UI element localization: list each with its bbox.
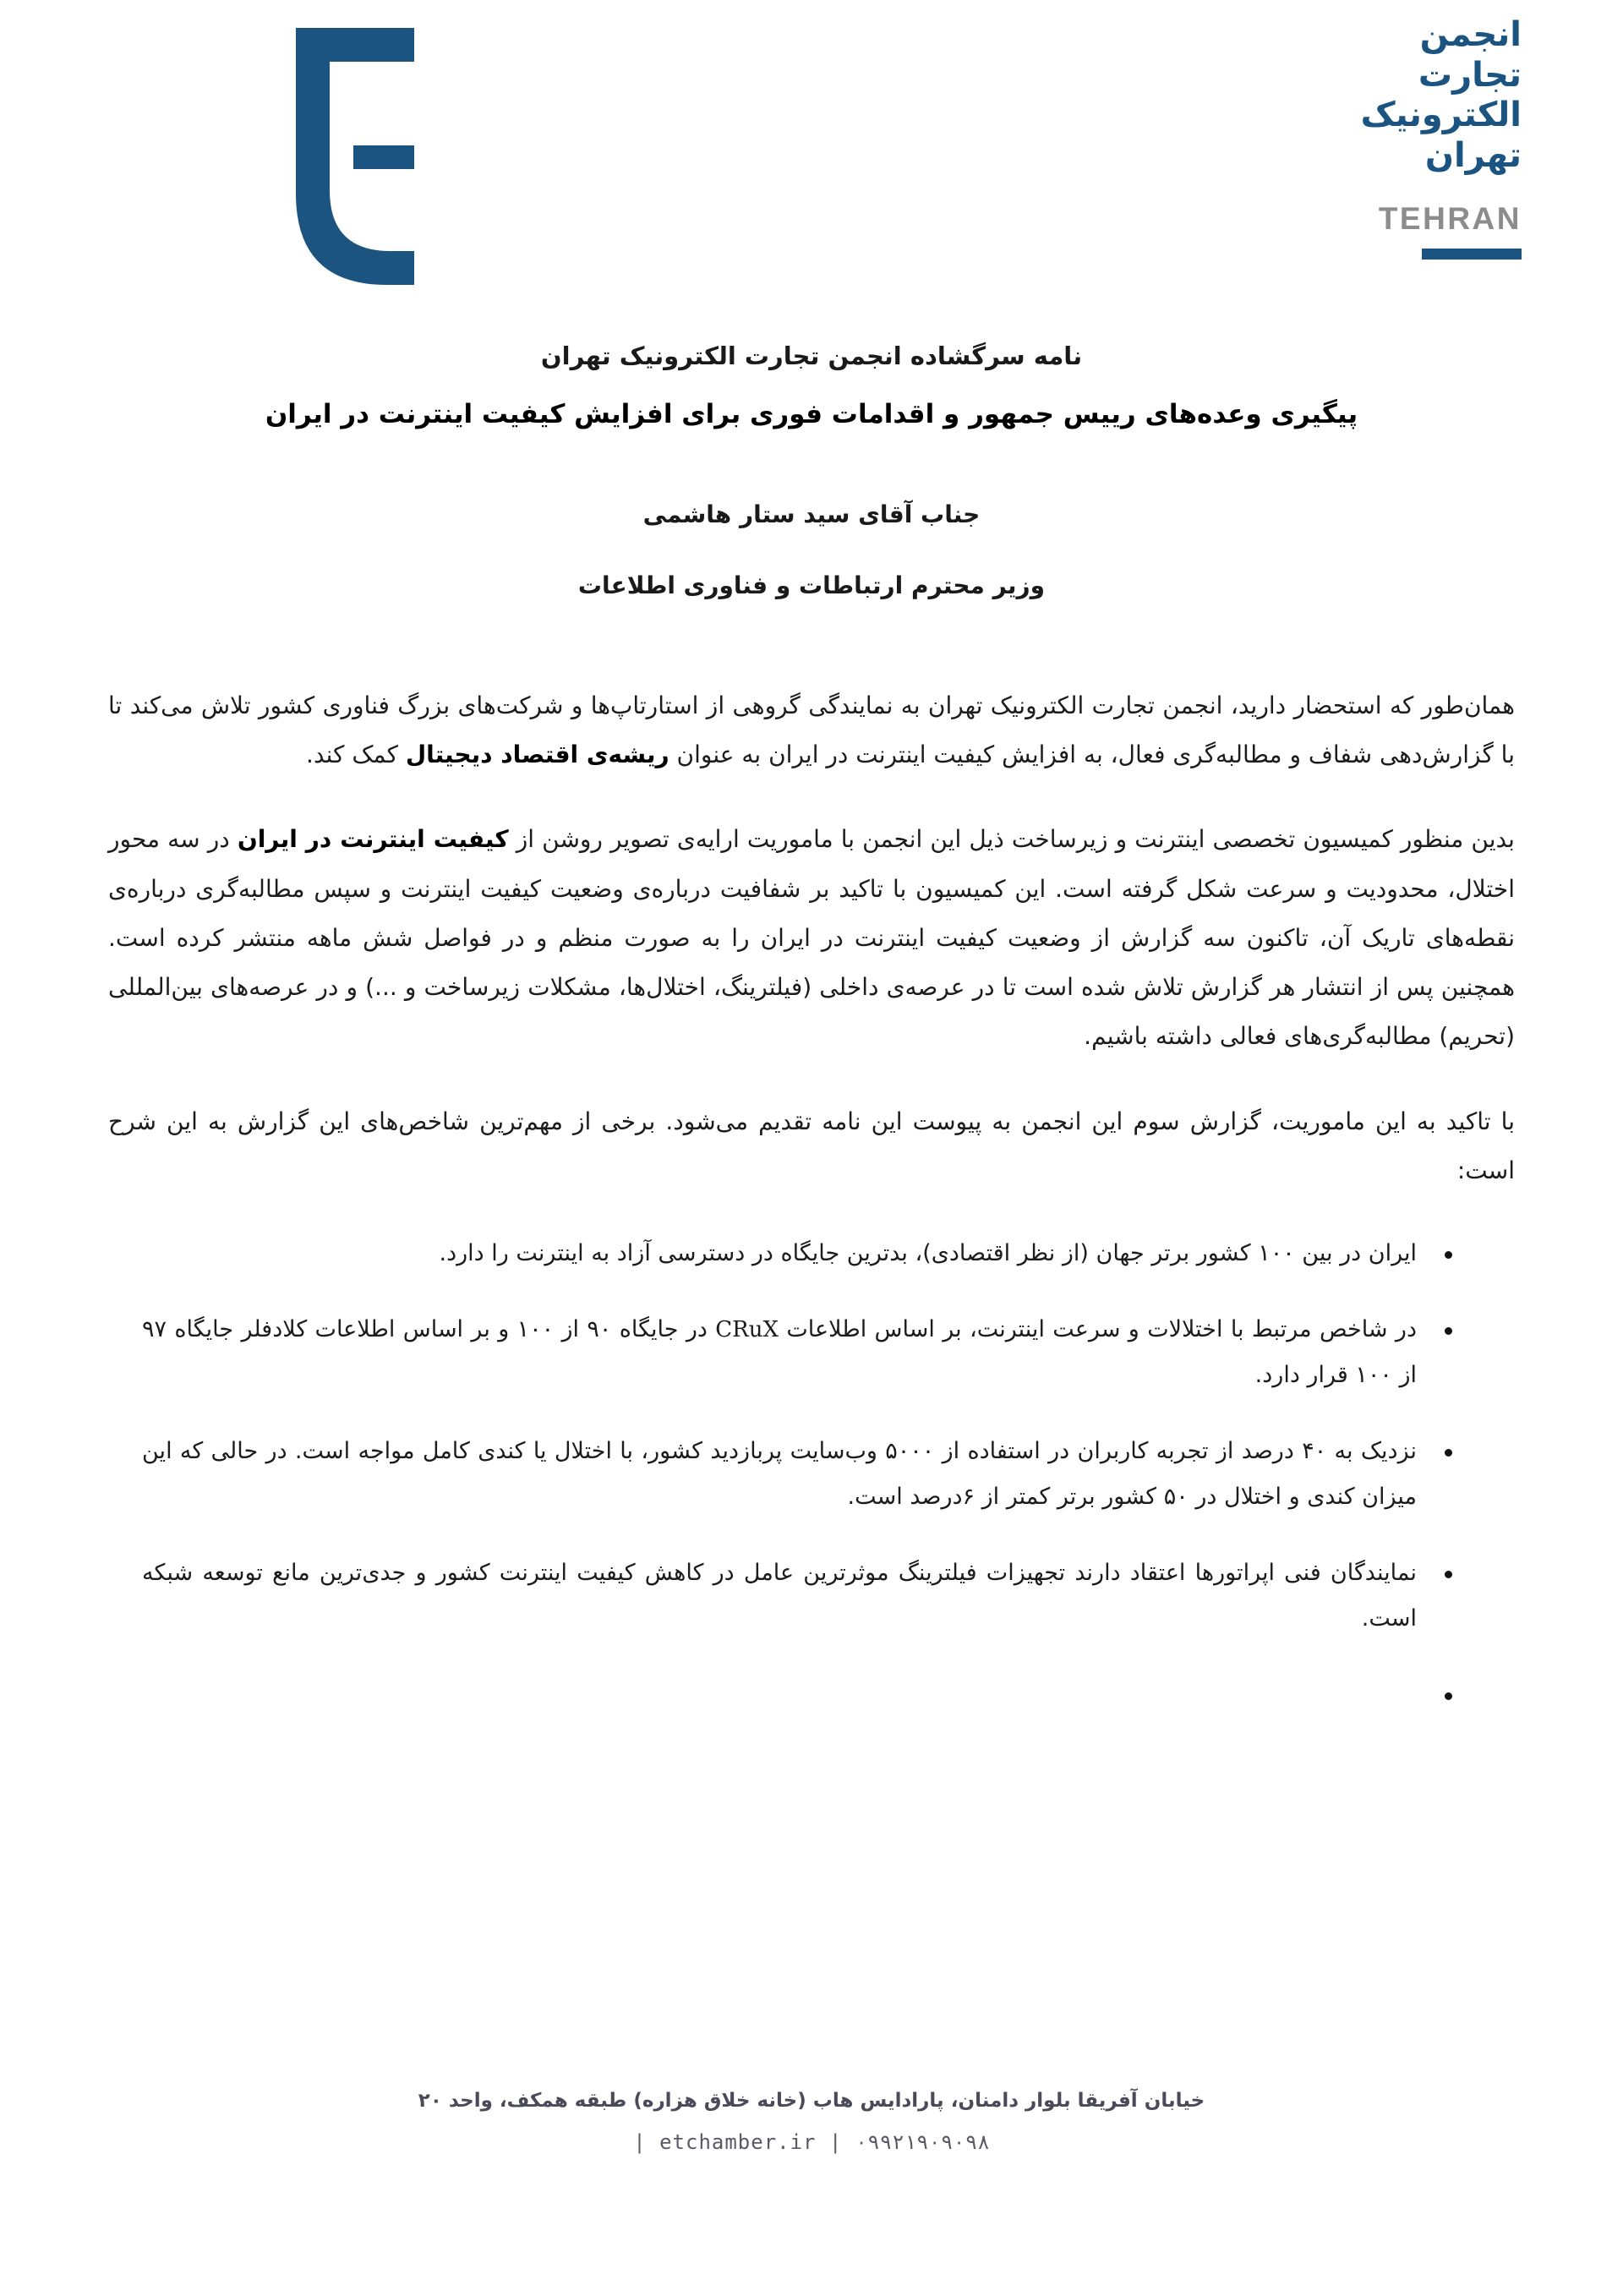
list-item-latin: CRuX [715, 1317, 779, 1343]
list-item-text-a: نمایندگان فنی اپراتورها اعتقاد دارند تجهیزات فیلترینگ موثرترین عامل در کاهش کیفیت اینترنت کشور و جدی‌ترین مانع توسعه شبکه است. [142, 1560, 1417, 1632]
paragraph-1-emphasis: ریشه‌ی اقتصاد دیجیتال [405, 741, 669, 769]
list-item-text-a: در شاخص مرتبط با اختلالات و سرعت اینترنت، بر اساس اطلاعات [778, 1316, 1417, 1343]
title-block [0, 336, 1623, 436]
list-item-text-a: نزدیک به ۴۰ درصد از تجربه کاربران در استفاده از ۵۰۰۰ وب‌سایت پربازدید کشور، با اختلال یا کندی کامل مواجه است. در حالی که این میزان کندی و اختلال در ۵۰ کشور برتر کمتر از ۶درصد است. [142, 1438, 1417, 1511]
list-item [142, 1231, 1464, 1276]
footer-address: خیابان آفریقا بلوار دامنان، پارادایس هاب (خانه خلاق هزاره) طبقه همکف، واحد ۲۰ [418, 2090, 1205, 2113]
list-item [142, 1429, 1464, 1520]
paragraph-2 [108, 815, 1515, 1061]
paragraph-2-emphasis: کیفیت اینترنت در ایران [237, 825, 509, 854]
page-title: پیگیری وعده‌های رییس جمهور و اقدامات فوری برای افزایش کیفیت اینترنت در ایران [265, 399, 1358, 430]
wordmark-latin: TEHRAN [1378, 201, 1522, 237]
list-item [142, 1550, 1464, 1642]
paragraph-2-text-a: بدین منظور کمیسیون تخصصی اینترنت و زیرساخت ذیل این انجمن با ماموریت ارایه‌ی تصویر روشن از [508, 825, 1515, 854]
association-wordmark [1361, 15, 1522, 260]
wordmark-line-2: تجارت [1418, 55, 1522, 95]
wordmark-line-4: تهران [1424, 135, 1522, 175]
page-footer [0, 2086, 1623, 2154]
letterhead [0, 0, 1623, 321]
wordmark-persian [1361, 15, 1522, 176]
paragraph-1-text-a: همان‌طور که استحضار دارید، انجمن تجارت الکترونیک تهران به نمایندگی گروهی از استارتاپ‌ها و شرکت‌های بزرگ فناوری کشور تلاش می‌کند تا با گزارش‌دهی شفاف و مطالبه‌گری فعال، به افزایش کیفیت اینترنت در ایران به عنوان [108, 691, 1515, 769]
wordmark-line-3: الکترونیک [1360, 96, 1522, 135]
paragraph-3: با تاکید به این ماموریت، گزارش سوم این انجمن به پیوست این نامه تقدیم می‌شود. برخی از مهم‌ترین شاخص‌های این گزارش به این شرح است: [108, 1107, 1515, 1184]
paragraph-1-text-b: کمک کند. [306, 741, 406, 769]
paragraph-1 [108, 681, 1515, 779]
list-item [142, 1672, 1464, 1719]
stylized-e-logomark-icon [287, 21, 435, 292]
addressee-block [0, 497, 1623, 604]
paragraph-2-text-b: در سه محور اختلال، محدودیت و سرعت شکل گرفته است. این کمیسیون با تاکید بر شفافیت درباره‌ی وضعیت کیفیت اینترنت و سپس مطالبه‌گری درباره‌ی نقطه‌های تاریک آن، تاکنون سه گزارش از وضعیت کیفیت اینترنت در ایران را به صورت منظم و در فواصل شش ماهه منتشر کرده است. همچنین پس از انتشار هر گزارش تلاش شده است تا در عرصه‌ی داخلی (فیلترینگ، اختلال‌ها، مشکلات زیرساخت و ...) و در عرصه‌های بین‌المللی (تحریم) مطالبه‌گری‌های فعالی داشته باشیم. [108, 825, 1515, 1051]
wordmark-line-1: انجمن [1419, 15, 1522, 54]
letter-body [108, 681, 1515, 1719]
footer-contact[interactable]: | etchamber.ir | ۰۹۹۲۱۹۰۹۰۹۸ [633, 2130, 990, 2154]
addressee-name: جناب آقای سید ستار هاشمی [642, 500, 981, 528]
document-kicker: نامه سرگشاده انجمن تجارت الکترونیک تهران [540, 342, 1083, 370]
wordmark-underline-rule [1422, 249, 1522, 260]
addressee-role: وزیر محترم ارتباطات و فناوری اطلاعات [577, 571, 1046, 599]
list-item-text-a: ایران در بین ۱۰۰ کشور برتر جهان (از نظر اقتصادی)، بدترین جایگاه در دسترسی آزاد به اینترنت را دارد. [439, 1240, 1417, 1267]
key-findings-list [142, 1231, 1464, 1719]
list-item [142, 1307, 1464, 1398]
list-item-text-b: در جایگاه ۹۰ از ۱۰۰ و بر اساس اطلاعات کلادفلر جایگاه ۹۷ از ۱۰۰ قرار دارد. [142, 1316, 1417, 1389]
